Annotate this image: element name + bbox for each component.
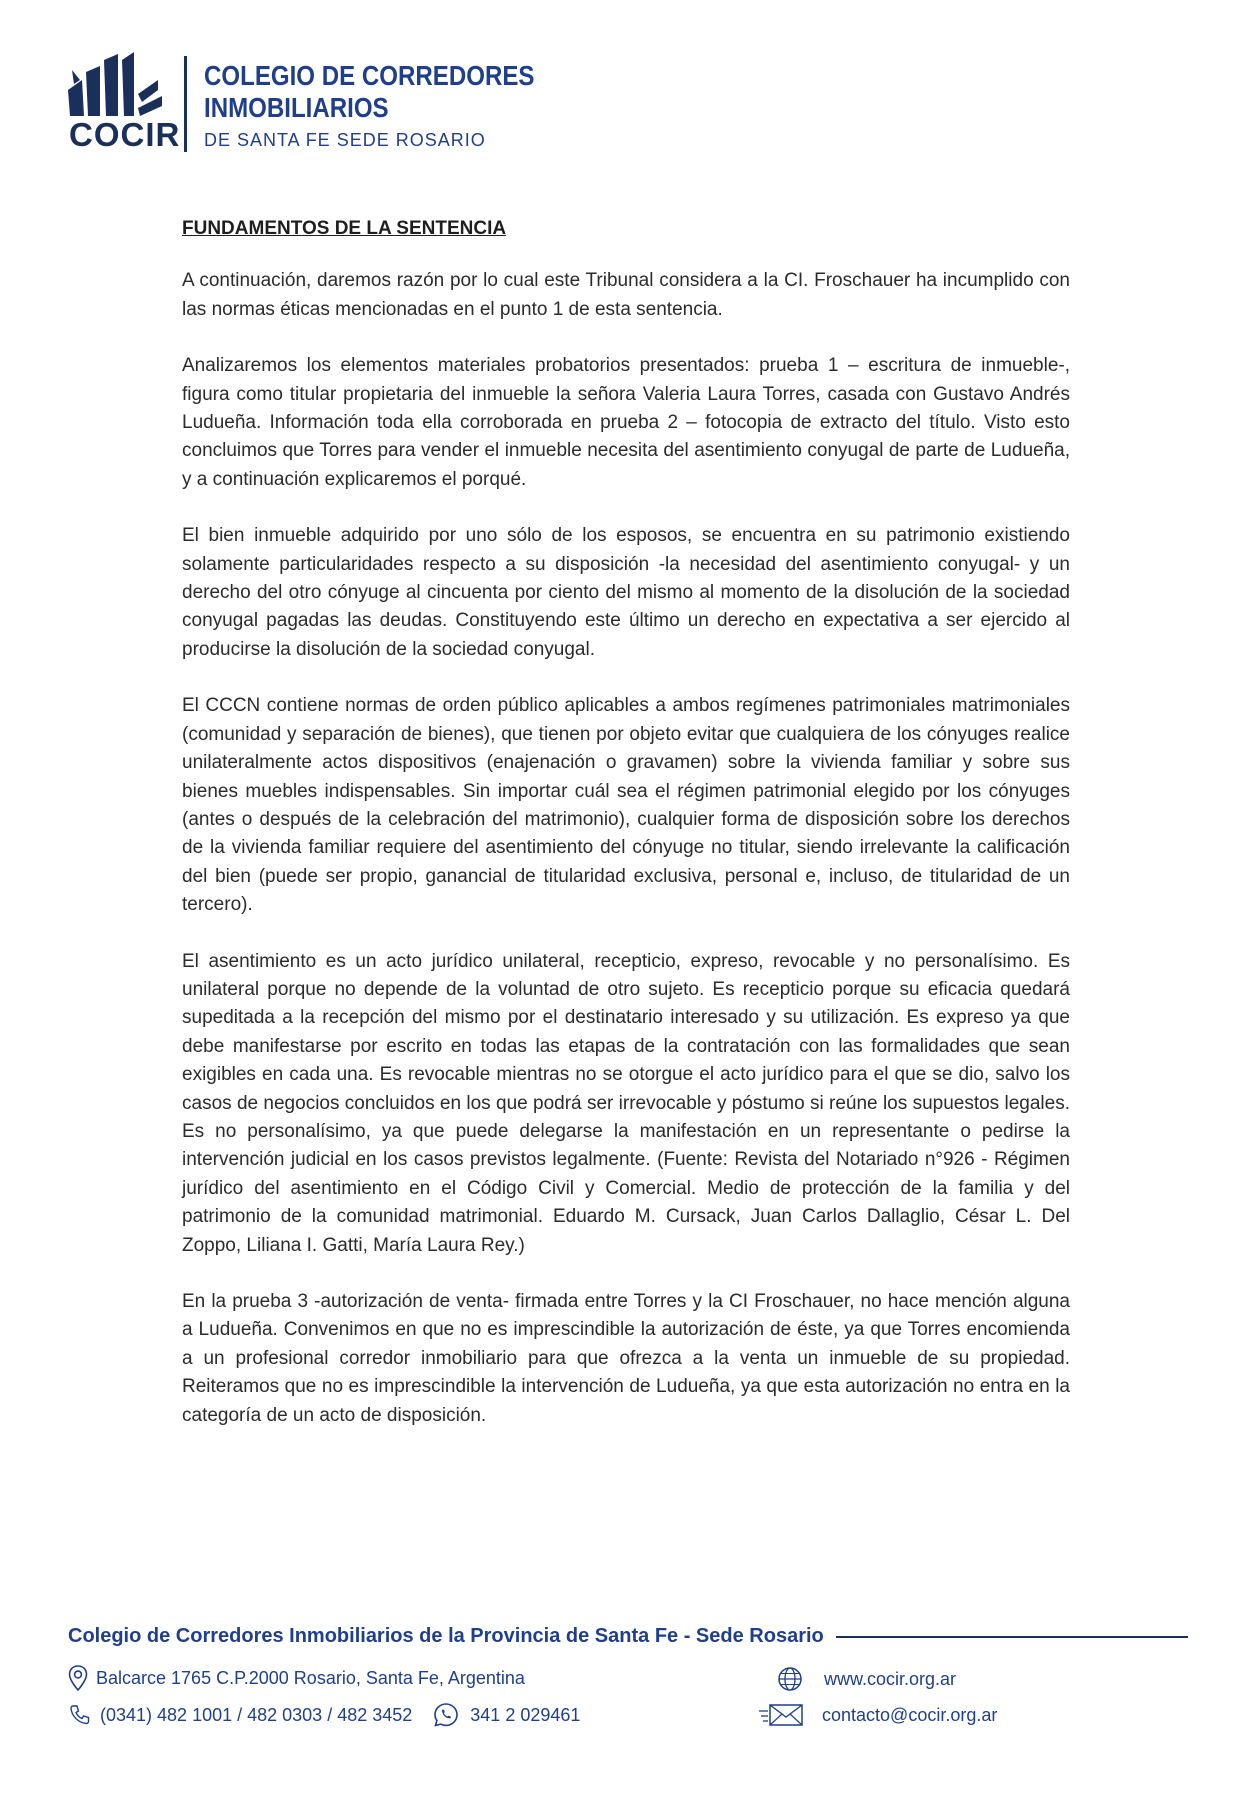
paragraph-6: En la prueba 3 -autorización de venta- firmada entre Torres y la CI Froschauer, no hace mención alguna a Ludueña. Convenimos en que no es imprescindible la autorización de éste, ya que Torres encomienda a un profesional corredor inmobiliario para que ofrezca a la venta un inmueble de su propiedad. Reiteramos que no es imprescindible la intervención de Ludueña, ya que esta autorización no entra en la categoría de un acto de disposición. [182, 1291, 1070, 1426]
email-icon [758, 1701, 804, 1729]
logo-wordmark: COCIR [69, 116, 181, 153]
footer-rule [836, 1636, 1188, 1638]
paragraph-2: Analizaremos los elementos materiales probatorios presentados: prueba 1 – escritura de inmueble-, figura como titular propietaria del inmueble la señora Valeria Laura Torres, casada con Gustavo Andrés Ludueña. Información toda ella corroborada en prueba 2 – fotocopia de extracto del título. Visto esto concluimos que Torres para vender el inmueble necesita del asentimiento conyugal de parte de Ludueña, y a continuación explicaremos el porqué. [182, 355, 1070, 490]
letterhead-line-1: COLEGIO DE CORREDORES [204, 60, 535, 91]
paragraph-5: El asentimiento es un acto jurídico unilateral, recepticio, expreso, revocable y no personalísimo. Es unilateral porque no depende de la voluntad de otro sujeto. Es recepticio porque su eficacia quedará supeditada a la recepción del mismo por el destinatario interesado y su utilización. Es expreso ya que debe manifestarse por escrito en todas las etapas de la contratación con las formalidades que sean exigibles en cada una. Es revocable mientras no se otorgue el acto jurídico para el que se dio, salvo los casos de negocios concluidos en los que podrá ser irrevocable y póstumo si reúne los supuestos legales. Es no personalísimo, ya que puede delegarse la manifestación en un representante o pedirse la intervención judicial en los casos previstos legalmente. (Fuente: Revista del Notariado n°926 - Régimen jurídico del asentimiento en el Código Civil y Comercial. Medio de protección de la familia y del patrimonio de la comunidad matrimonial. Eduardo M. Cursack, Juan Carlos Dallaglio, César L. Del Zoppo, Liliana I. Gatti, María Laura Rey.) [182, 950, 1070, 1256]
footer-website [776, 1665, 956, 1693]
location-pin-icon [68, 1665, 88, 1691]
globe-icon [776, 1665, 804, 1693]
phones-link[interactable]: (0341) 482 1001 / 482 0303 / 482 3452 [100, 1704, 413, 1725]
footer-title: Colegio de Corredores Inmobiliarios de la Provincia de Santa Fe - Sede Rosario [68, 1625, 824, 1647]
footer-address [68, 1665, 525, 1691]
letterhead-text [204, 60, 588, 154]
document-body [182, 215, 1070, 1458]
logo-divider [184, 56, 187, 152]
phone-icon [68, 1703, 92, 1727]
paragraph-3: El bien inmueble adquirido por uno sólo de los esposos, se encuentra en su patrimonio existiendo solamente particularidades respecto a su disposición -la necesidad del asentimiento conyugal- y un derecho del otro cónyuge al cincuenta por ciento del mismo al momento de la disolución de la sociedad conyugal pagadas las deudas. Constituyendo este último un derecho en expectativa a ser ejercido al producirse la disolución de la sociedad conyugal. [182, 525, 1070, 660]
footer [68, 1625, 1188, 1725]
address-text: Balcarce 1765 C.P.2000 Rosario, Santa Fe, Argentina [96, 1667, 525, 1688]
whatsapp-link[interactable]: 341 2 029461 [470, 1704, 581, 1725]
whatsapp-icon [432, 1701, 460, 1729]
letterhead-line-3: DE SANTA FE SEDE ROSARIO [204, 130, 486, 150]
letterhead-line-2: INMOBILIARIOS [204, 92, 389, 123]
email-link[interactable]: contacto@cocir.org.ar [822, 1704, 998, 1725]
section-title: FUNDAMENTOS DE LA SENTENCIA [182, 218, 507, 239]
footer-phones [68, 1701, 580, 1729]
footer-title-row [68, 1625, 1188, 1648]
paragraph-1: A continuación, daremos razón por lo cual este Tribunal considera a la CI. Froschauer ha incumplido con las normas éticas mencionadas en el punto 1 de esta sentencia. [182, 270, 1070, 320]
letterhead [66, 50, 535, 160]
paragraph-4: El CCCN contiene normas de orden público aplicables a ambos regímenes patrimoniales matrimoniales (comunidad y separación de bienes), que tienen por objeto evitar que cualquiera de los cónyuges realice unilateralmente actos dispositivos (enajenación o gravamen) sobre la vivienda familiar y sobre sus bienes muebles indispensables. Sin importar cuál sea el régimen patrimonial elegido por los cónyuges (antes o después de la celebración del matrimonio), cualquier forma de disposición sobre los derechos de la vivienda familiar requiere del asentimiento del cónyuge no titular, siendo irrelevante la calificación del bien (puede ser propio, ganancial de titularidad exclusiva, personal e, incluso, de titularidad de un tercero). [182, 695, 1070, 916]
website-link[interactable]: www.cocir.org.ar [824, 1668, 957, 1689]
footer-email [758, 1701, 997, 1729]
